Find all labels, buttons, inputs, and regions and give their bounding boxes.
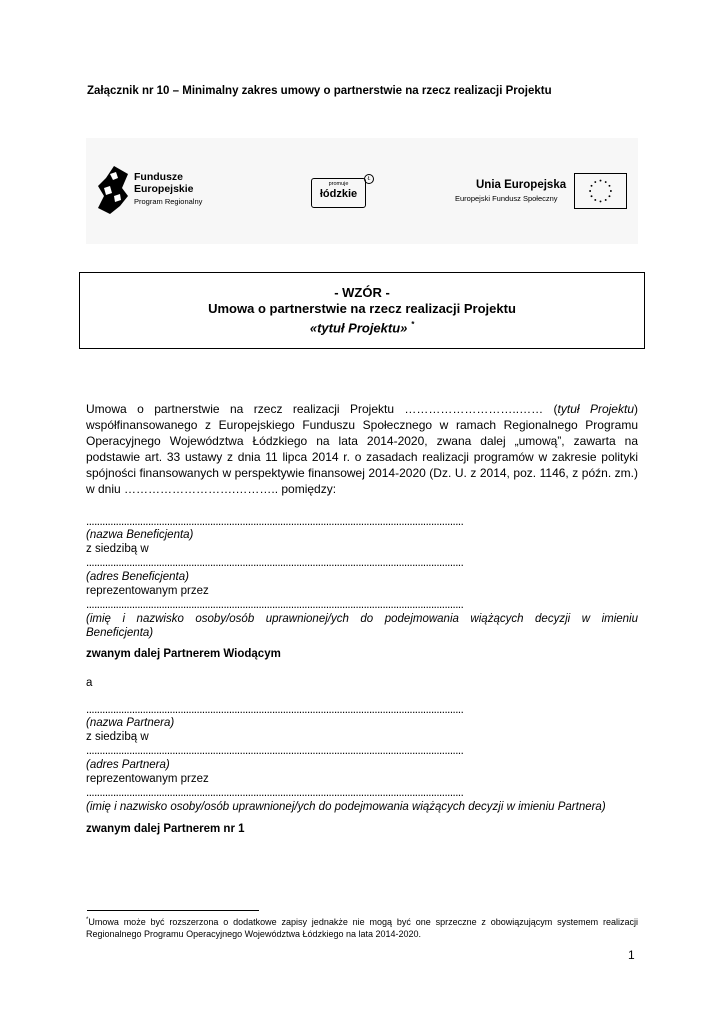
- lodz-mark-icon: Ł: [364, 174, 374, 184]
- partner-called-label: zwanym dalej Partnerem nr 1: [86, 823, 245, 835]
- lodz-small-label: promuje: [328, 181, 349, 187]
- footnote-text: Umowa może być rozszerzona o dodatkowe zapisy jednakże nie mogą być one sprzeczne z obowiązującym systemem realizacji Regionalnego Programu Operacyjnego Województwa Łódzkiego na lata 2014-2020.: [86, 917, 638, 939]
- agreement-title: Umowa o partnerstwie na rzecz realizacji Projektu: [208, 301, 516, 316]
- eu-flag-icon: [574, 173, 627, 209]
- partner-name-label: (nazwa Partnera): [86, 717, 175, 729]
- beneficiary-called-label: zwanym dalej Partnerem Wiodącym: [86, 648, 281, 660]
- intro-part2: ) współfinansowanego z Europejskiego Funduszu Społecznego w ramach Regionalnego Programu Operacyjnego Województwa Łódzkiego na lata 2014-2020, zwana dalej „umową”, zawarta na podstawie art. 33 ustawy z dnia 11 lipca 2014 r. o zasadach realizacji programów w zakresie polityki spójności finansowanych w perspektywie finansowej 2014-2020 (Dz. U. z 2014, poz. 1146, z późn. zm.) w dniu ……………………….……….. pomiędzy:: [86, 402, 638, 496]
- wzor-label: - WZÓR -: [334, 285, 390, 300]
- footnote-divider: [87, 910, 259, 911]
- ue-title: Unia Europejska: [476, 179, 567, 191]
- partner-seat-dots: ............................................................................................................................................: [86, 745, 464, 757]
- footnote-mark: *: [411, 320, 415, 329]
- project-title-placeholder: [80, 317, 644, 336]
- fe-line3: Program Regionalny: [134, 197, 203, 206]
- partner-seat-label: z siedzibą w: [86, 731, 149, 743]
- beneficiary-person-label: (imię i nazwisko osoby/osób uprawnionej/ych do podejmowania wiążących decyzji w imieniu Beneficjenta): [86, 613, 638, 639]
- footnote-text-mark: *: [86, 917, 89, 923]
- lodz-big-label: łódzkie: [319, 188, 358, 200]
- beneficiary-represented-label: reprezentowanym przez: [86, 585, 209, 597]
- and-word: a: [86, 677, 93, 689]
- partner-person-dots: ............................................................................................................................................: [86, 787, 464, 799]
- beneficiary-name-label: (nazwa Beneficjenta): [86, 529, 194, 541]
- beneficiary-seat-dots: ............................................................................................................................................: [86, 557, 464, 569]
- intro-italic: tytuł Projektu: [557, 402, 634, 416]
- partner-represented-label: reprezentowanym przez: [86, 773, 209, 785]
- project-title-text: «tytuł Projektu»: [309, 320, 408, 336]
- fe-line1: Fundusze: [134, 171, 183, 183]
- beneficiary-address-label: (adres Beneficjenta): [86, 571, 189, 583]
- beneficiary-name-dots: ............................................................................................................................................: [86, 516, 464, 528]
- intro-paragraph: [86, 401, 638, 497]
- partner-name-dots: ............................................................................................................................................: [86, 704, 464, 716]
- page-title: Załącznik nr 10 – Minimalny zakres umowy o partnerstwie na rzecz realizacji Projektu: [87, 85, 552, 97]
- fe-line2: Europejskie: [134, 183, 194, 195]
- fundusze-europejskie-label: [134, 171, 202, 208]
- page-number: 1: [628, 948, 635, 962]
- ue-subtitle: Europejski Fundusz Społeczny: [455, 194, 558, 203]
- beneficiary-seat-label: z siedzibą w: [86, 543, 149, 555]
- partner-person-label: (imię i nazwisko osoby/osób uprawnionej/ych do podejmowania wiążących decyzji w imieniu Partnera): [86, 801, 606, 813]
- promuje-lodzkie-logo: [311, 178, 366, 208]
- footnote: [86, 914, 638, 940]
- beneficiary-person-dots: ............................................................................................................................................: [86, 599, 464, 611]
- intro-part1: Umowa o partnerstwie na rzecz realizacji Projektu ………………………..…… (: [86, 402, 558, 416]
- partner-address-label: (adres Partnera): [86, 759, 170, 771]
- document-title-box: [79, 272, 645, 349]
- fundusze-europejskie-logo-icon: [98, 166, 128, 214]
